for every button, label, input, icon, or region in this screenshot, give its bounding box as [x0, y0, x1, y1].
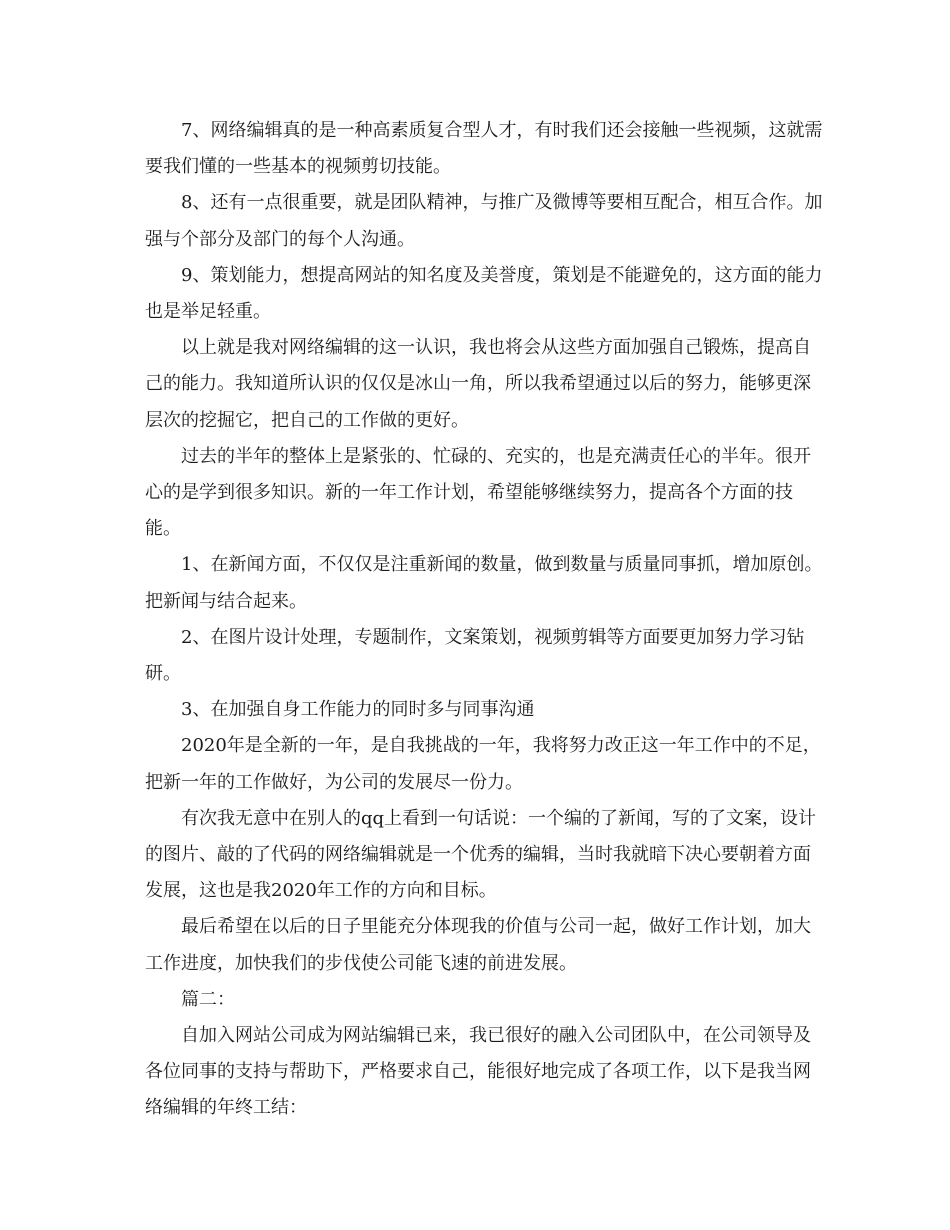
paragraph-new-year: 2020年是全新的一年，是自我挑战的一年，我将努力改正这一年工作中的不足，把新一年的工作做好，为公司的发展尽一份力。 — [145, 735, 821, 793]
section-heading: 篇二： — [181, 988, 235, 1010]
paragraph-goal: 有次我无意中在别人的qq上看到一句话说：一个编的了新闻，写的了文案，设计的图片、敲的了代码的网络编辑就是一个优秀的编辑，当时我就暗下决心要朝着方面发展，这也是我2020年工作的方向和目标。 — [145, 807, 817, 902]
paragraph-plan-1: 1、在新闻方面，不仅仅是注重新闻的数量，做到数量与质量同事抓，增加原创。把新闻与结合起来。 — [145, 554, 823, 612]
document-body — [145, 113, 825, 1127]
paragraph-half-year-review: 过去的半年的整体上是紧张的、忙碌的、充实的，也是充满责任心的半年。很开心的是学到很多知识。新的一年工作计划，希望能够继续努力，提高各个方面的技能。 — [145, 445, 811, 540]
paragraph-item-7: 7、网络编辑真的是一种高素质复合型人才，有时我们还会接触一些视频，这就需要我们懂的一些基本的视频剪切技能。 — [145, 120, 823, 178]
paragraph-plan-3: 3、在加强自身工作能力的同时多与同事沟通 — [181, 699, 535, 721]
paragraph-plan-2: 2、在图片设计处理，专题制作，文案策划，视频剪辑等方面要更加努力学习钻研。 — [145, 626, 805, 685]
paragraph-summary: 以上就是我对网络编辑的这一认识，我也将会从这些方面加强自己锻炼，提高自己的能力。我知道所认识的仅仅是冰山一角，所以我希望通过以后的努力，能够更深层次的挖掘它，把自己的工作做的更好。 — [145, 337, 811, 431]
paragraph-closing: 最后希望在以后的日子里能充分体现我的价值与公司一起，做好工作计划，加大工作进度，加快我们的步伐使公司能飞速的前进发展。 — [145, 916, 811, 974]
paragraph-item-9: 9、策划能力，想提高网站的知名度及美誉度，策划是不能避免的，这方面的能力也是举足轻重。 — [145, 264, 823, 323]
paragraph-item-8: 8、还有一点很重要，就是团队精神，与推广及微博等要相互配合，相互合作。加强与个部分及部门的每个人沟通。 — [145, 192, 823, 250]
paragraph-section-two-intro: 自加入网站公司成为网站编辑已来，我已很好的融入公司团队中，在公司领导及各位同事的支持与帮助下，严格要求自己，能很好地完成了各项工作，以下是我当网络编辑的年终工结： — [145, 1025, 811, 1119]
